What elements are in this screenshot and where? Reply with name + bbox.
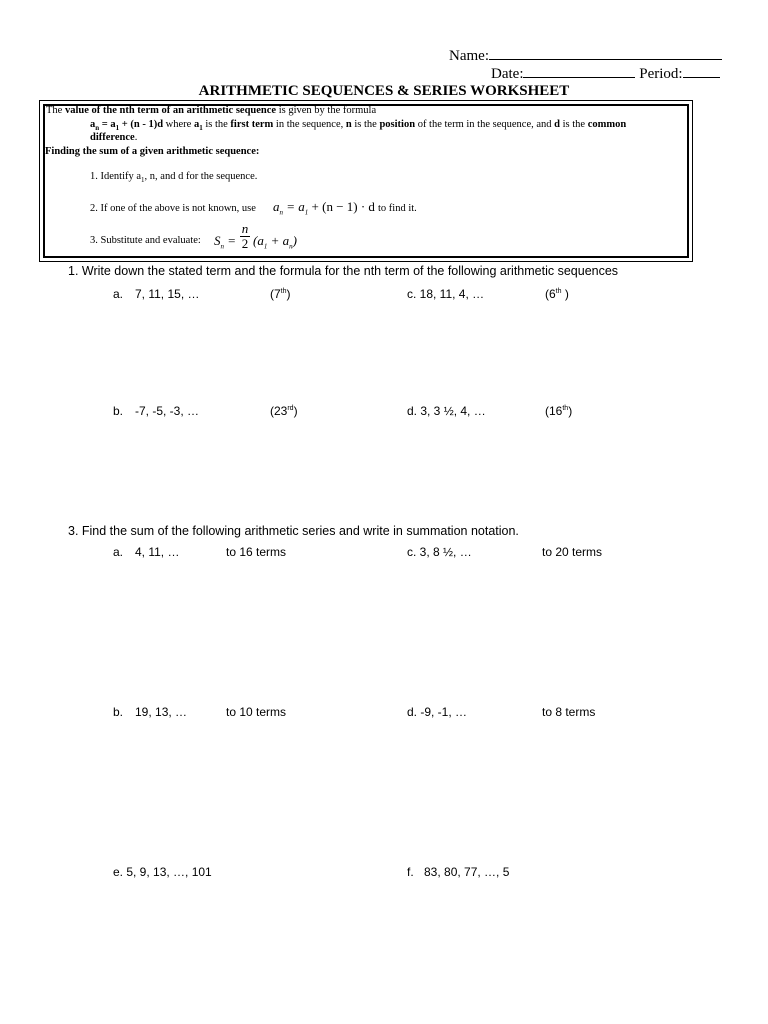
q1-heading: 1. Write down the stated term and the formula for the nth term of the following arithmetic sequences: [68, 264, 619, 278]
period-line: [683, 64, 720, 78]
sum-equation-lhs: $S_n$ =: [214, 233, 237, 251]
q3d-label: d. -9, -1, …: [407, 705, 468, 719]
q1b-term: (23rd): [270, 404, 298, 418]
date-period-field[interactable]: [491, 64, 720, 83]
info-line-1: The value of the nth term of an arithmetic sequence is given by the formula: [46, 105, 377, 116]
name-label: Name:: [449, 48, 489, 64]
q3f-label: f.: [407, 865, 414, 879]
info-line-3: difference.: [90, 132, 138, 143]
period-label: Period:: [639, 66, 683, 82]
sum-fraction: n 2: [241, 221, 249, 251]
q3b-sequence: 19, 13, …: [135, 705, 188, 719]
q1d-term: (16th): [545, 404, 573, 418]
date-line: [523, 64, 635, 78]
date-label: Date:: [491, 66, 524, 82]
q1c-term: (6th ): [545, 287, 569, 301]
worksheet-title: ARITHMETIC SEQUENCES & SERIES WORKSHEET: [198, 83, 570, 99]
q3b-terms: to 10 terms: [226, 705, 287, 719]
q3e-label: e. 5, 9, 13, …, 101: [113, 865, 212, 879]
step-3-text: 3. Substitute and evaluate:: [90, 235, 201, 246]
q1c-label: c. 18, 11, 4, …: [407, 287, 485, 301]
sum-equation-rhs: $(a_1 + a_n)$: [253, 233, 297, 251]
q3d-terms: to 8 terms: [542, 705, 596, 719]
sum-heading: Finding the sum of a given arithmetic sequence:: [45, 146, 260, 157]
step-2-end: to find it.: [378, 203, 417, 214]
name-line: [489, 46, 722, 60]
q3-heading: 3. Find the sum of the following arithmetic series and write in summation notation.: [68, 524, 519, 538]
q1a-sequence: 7, 11, 15, …: [135, 287, 200, 301]
q3a-terms: to 16 terms: [226, 545, 287, 559]
q1b-label: b.: [113, 404, 124, 418]
info-line-2: $a_n = a_1 + (n - 1)d$ where $a_1$ is the first term in the sequence, n is the position of the term in the sequence, and d is the common: [90, 119, 627, 133]
q1a-label: a.: [113, 287, 124, 301]
q3c-label: c. 3, 8 ½, …: [407, 545, 472, 559]
q3b-label: b.: [113, 705, 124, 719]
nth-term-equation: $a_n = a_1 + (n - 1) \cdot d$: [273, 199, 375, 217]
q3a-label: a.: [113, 545, 124, 559]
q3a-sequence: 4, 11, …: [135, 545, 180, 559]
q3c-terms: to 20 terms: [542, 545, 603, 559]
step-2-text: 2. If one of the above is not known, use: [90, 203, 256, 214]
q1a-term: (7th): [270, 287, 291, 301]
q1b-sequence: -7, -5, -3, …: [135, 404, 200, 418]
q1d-label: d. 3, 3 ½, 4, …: [407, 404, 486, 418]
name-field[interactable]: [449, 46, 722, 65]
q3f-sequence: 83, 80, 77, …, 5: [424, 865, 510, 879]
step-1: 1. Identify $a_1$, n, and d for the sequence.: [90, 171, 258, 185]
